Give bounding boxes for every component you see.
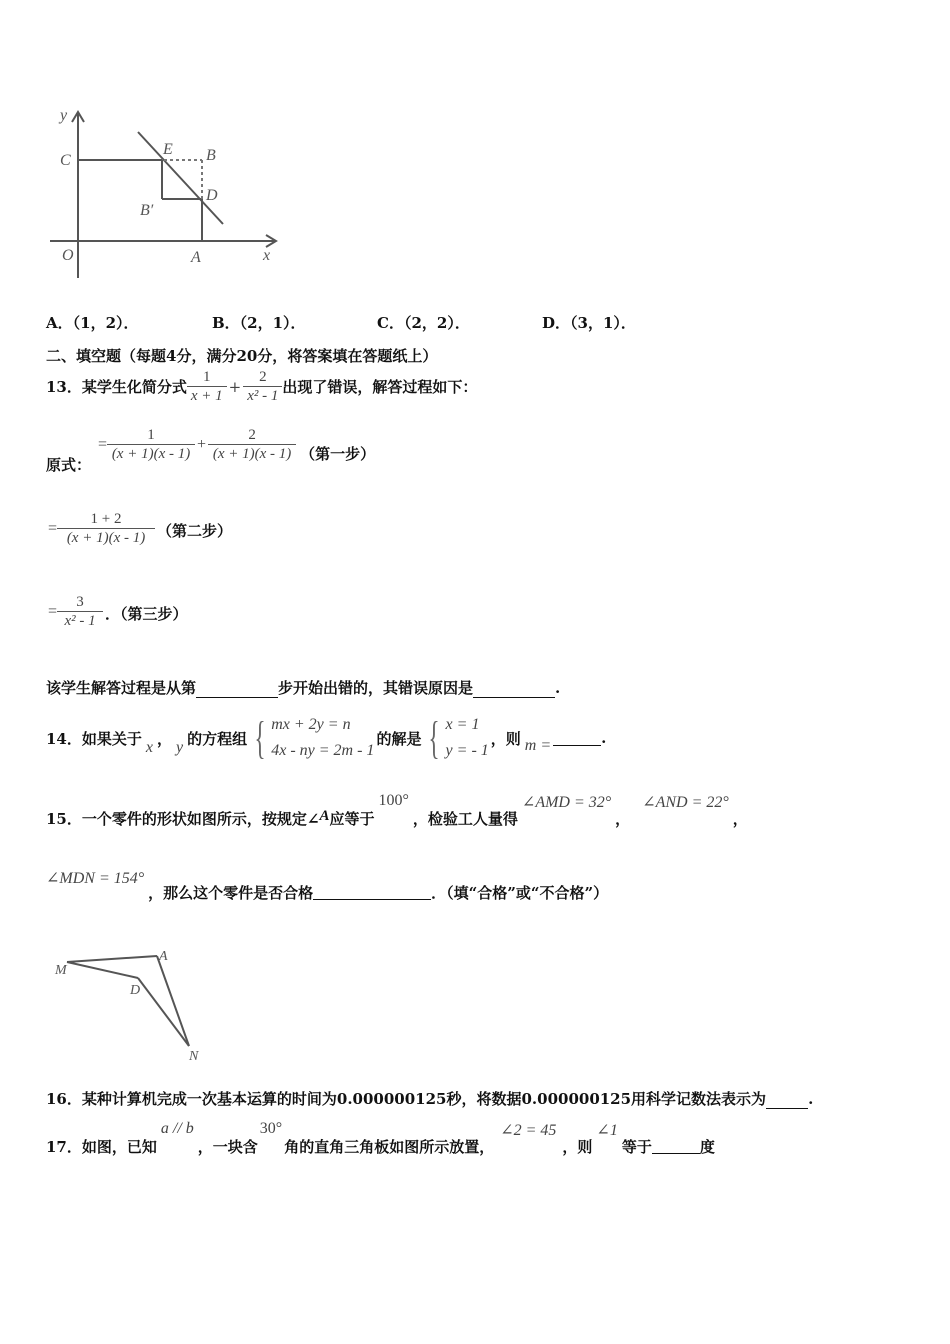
choice-a: A．（1，2）． <box>46 314 139 332</box>
q15-eq-text: 应等于 <box>329 810 375 828</box>
q14-sol-text: 的解是 <box>376 729 422 748</box>
q13-step1-frac2-num: 2 <box>208 426 296 445</box>
q17-unit: 度 <box>699 1138 715 1156</box>
edge-ma <box>67 956 157 962</box>
q13-blank-reason[interactable] <box>473 683 555 698</box>
q14-sol1: x = 1 <box>445 716 480 733</box>
edge-md <box>67 962 138 978</box>
label-d: D <box>130 983 141 998</box>
q13-question-b: 步开始出错的，其错误原因是 <box>278 679 474 697</box>
q14-prefix: 14．如果关于 <box>46 729 142 748</box>
q13-yuanshi: 原式： <box>46 456 92 474</box>
q15-a: A <box>319 808 330 824</box>
q14-mid: 的方程组 <box>187 729 248 748</box>
q14-m: m = <box>524 737 552 754</box>
q15-mdn: ∠MDN = 154° <box>46 870 145 887</box>
q13-frac2 <box>243 368 282 405</box>
q14-x: x <box>145 739 153 756</box>
label-b: B <box>206 147 216 164</box>
q15-line1 <box>46 792 748 832</box>
q14-line <box>46 708 606 768</box>
q14-eq2: 4x - ny = 2m - 1 <box>271 742 375 759</box>
q17-deg30: 30° <box>259 1120 283 1137</box>
q13-step2-num: 1 + 2 <box>57 510 155 529</box>
q14-y: y <box>176 739 184 756</box>
q14-then: ，则 <box>490 729 521 748</box>
label-a: A <box>191 249 201 266</box>
label-c: C <box>60 152 71 169</box>
q13-plus: + <box>228 377 242 396</box>
q13-step2-eq: = <box>48 519 58 537</box>
q17-prefix: 17．如图，已知 <box>46 1138 157 1156</box>
q13-step3-label: ．（第三步） <box>105 605 188 623</box>
q16-blank[interactable] <box>766 1094 808 1109</box>
label-y: y <box>60 107 68 124</box>
edge-an <box>157 956 189 1046</box>
label-x: x <box>263 247 271 264</box>
choice-b: B．（2，1）． <box>212 314 306 332</box>
q13-step3-eq: = <box>48 602 58 620</box>
choice-c: C．（2，2）． <box>377 314 470 332</box>
q15-prefix: 15．一个零件的形状如图所示，按规定∠ <box>46 810 320 828</box>
q13-suffix: 出现了错误，解答过程如下： <box>282 378 478 396</box>
q14-solution <box>423 712 488 764</box>
q15-tail: ．（填“合格”或“不合格”） <box>431 884 609 902</box>
coordinate-figure <box>40 100 290 280</box>
label-a: A <box>159 949 168 964</box>
q13-frac1-num: 1 <box>187 368 227 387</box>
q13-frac2-num: 2 <box>243 368 282 387</box>
q14-comma: ， <box>156 729 172 748</box>
label-e: E <box>163 141 173 158</box>
q17-then: ，则 <box>562 1138 593 1156</box>
q16-line <box>46 1088 813 1109</box>
q13-frac2-den: x² - 1 <box>247 388 279 404</box>
section-heading: 二、填空题（每题4分，满分20分，将答案填在答题纸上） <box>46 347 438 365</box>
q13-prefix: 13．某学生化简分式 <box>46 378 187 396</box>
q13-blank-step[interactable] <box>196 683 278 698</box>
q15-question: ，那么这个零件是否合格 <box>148 884 314 902</box>
q13-step3-frac <box>57 593 103 630</box>
q15-deg100: 100° <box>378 792 409 809</box>
q14-solution-brace: { <box>428 712 441 763</box>
edge-dn <box>138 978 189 1046</box>
label-b-prime: B′ <box>140 202 154 219</box>
q17-ab: a // b <box>160 1120 194 1137</box>
q14-system <box>249 712 374 764</box>
q13-step2-expr <box>48 510 232 547</box>
q15-sep2: ， <box>732 810 748 828</box>
label-d: D <box>206 187 218 204</box>
q17-angle1: ∠1 <box>596 1122 618 1139</box>
q14-blank[interactable] <box>553 731 601 746</box>
q15-blank[interactable] <box>313 882 431 900</box>
choice-d: D．（3，1）． <box>542 314 636 332</box>
q13-step1-frac1 <box>107 426 195 463</box>
q17-angle2: ∠2 = 45 <box>500 1122 557 1139</box>
q15-sep: ， <box>615 810 631 828</box>
q15-amd: ∠AMD = 32° <box>521 794 612 811</box>
q13-question-a: 该学生解答过程是从第 <box>46 679 197 697</box>
label-o: O <box>62 247 74 264</box>
q13-step1-label: （第一步） <box>300 445 376 463</box>
q13-step2-frac <box>57 510 155 547</box>
q13-step2-den: (x + 1)(x - 1) <box>66 530 146 546</box>
q16-text: 16．某种计算机完成一次基本运算的时间为0.000000125秒，将数据0.000000125用科学记数法表示为 <box>46 1090 767 1108</box>
q17-mid2: 角的直角三角板如图所示放置， <box>284 1138 495 1156</box>
q13-step1-eq: = <box>98 435 108 453</box>
q17-eq: 等于 <box>621 1138 652 1156</box>
q13-step2-label: （第二步） <box>157 522 233 540</box>
q14-end: . <box>601 729 607 747</box>
q14-system-brace: { <box>254 712 266 763</box>
q14-sol-values <box>446 712 489 764</box>
label-m: M <box>55 963 67 978</box>
q13-question-end: . <box>555 679 561 697</box>
q17-blank[interactable] <box>652 1136 700 1154</box>
part-figure <box>50 940 220 1065</box>
q15-and: ∠AND = 22° <box>642 794 729 811</box>
q13-step3-num: 3 <box>57 593 103 612</box>
q13-step3-expr <box>48 593 188 630</box>
q13-frac1 <box>187 368 227 405</box>
q13-step1-expr <box>98 426 375 463</box>
q14-equations <box>271 712 374 764</box>
q17-line <box>46 1120 715 1160</box>
q13-line <box>46 368 477 405</box>
q17-mid1: ，一块含 <box>197 1138 258 1156</box>
q13-step1-frac2-den: (x + 1)(x - 1) <box>212 446 292 462</box>
q14-sol2: y = - 1 <box>445 742 489 759</box>
q13-step1-frac2 <box>208 426 296 463</box>
q15-inspect: ，检验工人量得 <box>412 810 518 828</box>
label-n: N <box>189 1049 199 1064</box>
q13-step3-den: x² - 1 <box>64 613 96 629</box>
q13-step1-plus: + <box>197 435 207 453</box>
q15-line2 <box>46 868 608 908</box>
q14-eq1: mx + 2y = n <box>271 716 351 733</box>
q13-step1-frac1-den: (x + 1)(x - 1) <box>111 446 191 462</box>
q16-end: . <box>808 1090 814 1108</box>
q13-frac1-den: x + 1 <box>190 388 223 404</box>
q13-step1-frac1-num: 1 <box>107 426 195 445</box>
q13-question <box>46 677 560 698</box>
